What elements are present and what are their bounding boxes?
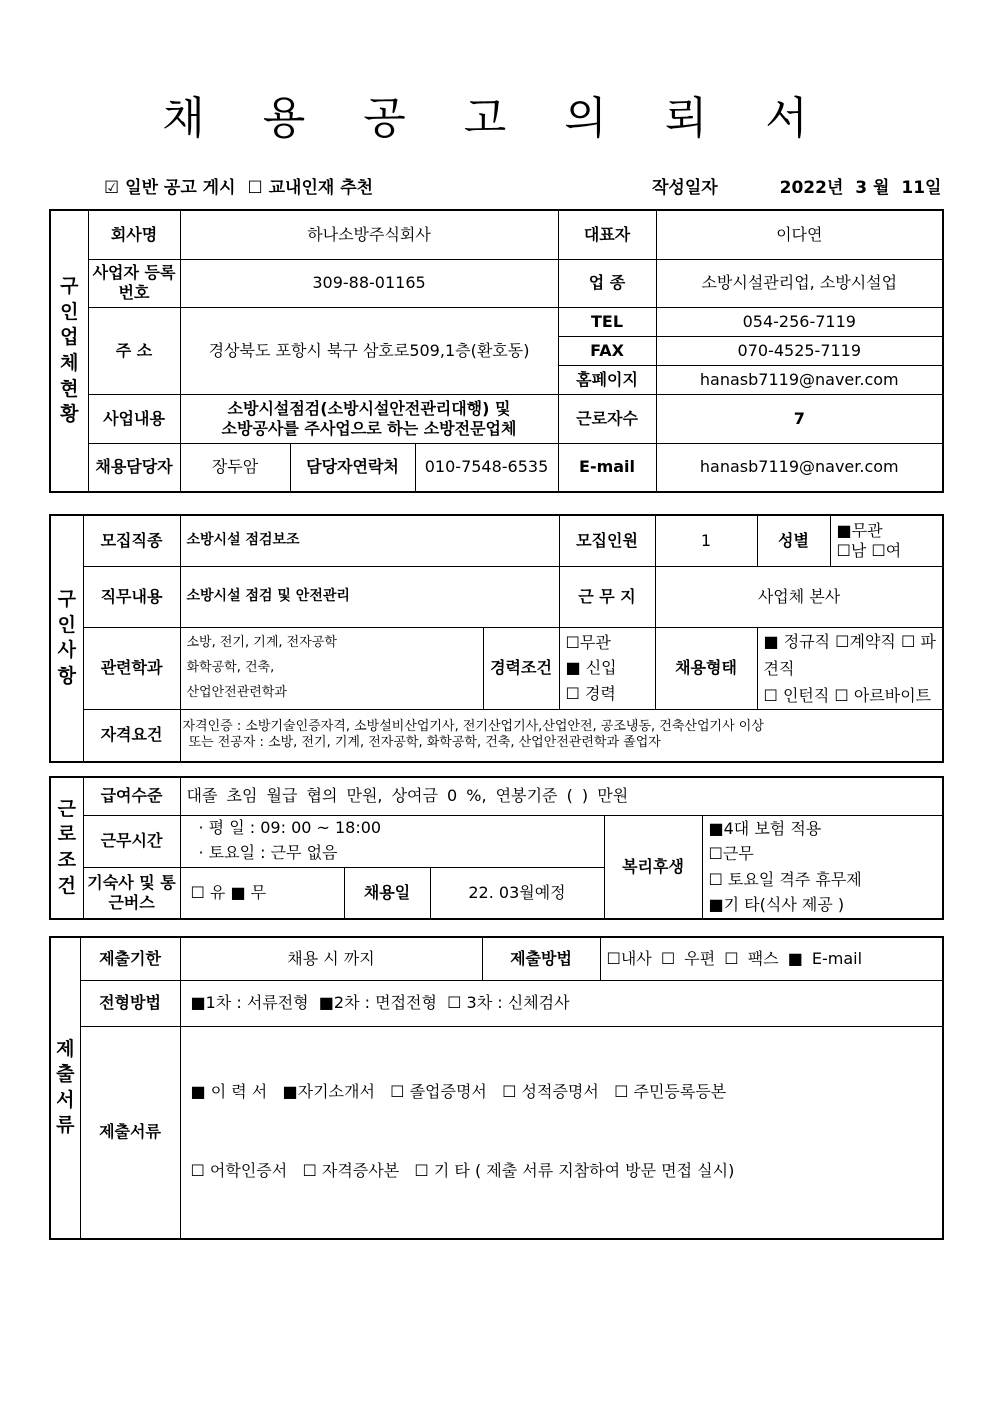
fax-label: FAX [558,336,656,365]
business-description [180,394,558,443]
company-section-label: 구 인 업 체 현 황 [50,210,88,492]
hours-saturday: · 토요일 : 근무 없음 [198,843,338,862]
job-type-label: 모집직종 [83,515,180,566]
manager: 장두암 [180,443,290,492]
hours-label: 근무시간 [83,815,180,867]
date-month: 3 월 [855,178,890,198]
count: 1 [655,515,757,566]
school-recommend-checkbox[interactable]: ☐ 교내인재 추천 [247,178,374,198]
manager-label: 채용담당자 [88,443,180,492]
contact-label: 담당자연락처 [290,443,415,492]
email[interactable]: hanasb7119@naver.com [656,443,943,492]
docs [180,1026,943,1239]
industry: 소방시설관리업, 소방시설업 [656,259,943,307]
workers-label: 근로자수 [558,394,656,443]
address-label: 주 소 [88,307,180,394]
contact: 010-7548-6535 [415,443,558,492]
company-name: 하나소방주식회사 [180,210,558,259]
dorm-label: 기숙사 및 통근버스 [83,867,180,919]
workers: 7 [656,394,943,443]
method[interactable]: ☐내사 ☐ 우편 ☐ 팩스 ■ E-mail [600,937,943,980]
hire-date: 22. 03월예정 [430,867,604,919]
career-any[interactable]: ☐무관 [565,632,611,652]
gender-male-female[interactable]: ☐남 ☐여 [836,540,902,560]
date-year: 2022년 [779,178,844,198]
duty: 소방시설 점검 및 안전관리 [180,566,559,627]
submit-table [49,936,944,1240]
qualification [180,710,943,762]
salary-label: 급여수준 [83,777,180,815]
salary: 대졸 초임 월급 협의 만원, 상여금 0 %, 연봉기준 ( ) 만원 [180,777,943,815]
location: 사업체 본사 [655,566,943,627]
process: ■1차 : 서류전형 ■2차 : 면접전형 ☐ 3차 : 신체검사 [180,980,943,1026]
welfare-label: 복리후생 [604,815,702,919]
hire-date-label: 채용일 [344,867,430,919]
method-label: 제출방법 [482,937,600,980]
docs-line-1[interactable]: ■ 이 력 서 ■자기소개서 ☐ 졸업증명서 ☐ 성적증명서 ☐ 주민등록등본 [190,1082,727,1102]
general-posting-checkbox[interactable]: ☑ 일반 공고 게시 [104,178,236,198]
employ-line-2[interactable]: ☐ 인턴직 ☐ 아르바이트 [763,685,932,705]
industry-label: 업 종 [558,259,656,307]
qualification-line-2: 또는 전공자 : 소방, 전기, 기계, 전자공학, 화학공학, 건축, 산업안전관련학과 졸업자 [188,735,661,751]
company-name-label: 회사명 [88,210,180,259]
hours-weekday: · 평 일 : 09: 00 ~ 18:00 [198,818,382,838]
ceo-label: 대표자 [558,210,656,259]
written-date [652,173,947,198]
date-label: 작성일자 [652,178,718,198]
business-line-1: 소방시설점검(소방시설안전관리대행) 및 [227,398,511,418]
welfare-other[interactable]: ■기 타(식사 제공 ) [708,895,845,915]
company-table [49,209,944,493]
career-experienced[interactable]: ☐ 경력 [565,684,616,704]
employ-line-1[interactable]: ■ 정규직 ☐계약직 ☐ 파견직 [763,631,936,678]
job-table [49,514,944,763]
fax: 070-4525-7119 [656,336,943,365]
tel-label: TEL [558,307,656,336]
process-label: 전형방법 [80,980,180,1026]
address: 경상북도 포항시 북구 삼호로509,1층(환호동) [180,307,558,394]
job-type: 소방시설 점검보조 [180,515,559,566]
date-day: 11일 [901,178,942,198]
docs-label: 제출서류 [80,1026,180,1239]
regno: 309-88-01165 [180,259,558,307]
submit-section-label: 제 출 서 류 [50,937,80,1239]
major-label: 관련학과 [83,627,180,710]
posting-options [104,173,379,198]
gender [830,515,943,566]
career-label: 경력조건 [483,627,559,710]
employ-label: 채용형태 [655,627,757,710]
welfare-work[interactable]: ☐근무 [708,844,754,864]
regno-label: 사업자 등록번호 [88,259,180,307]
employ-type [757,627,943,710]
qualification-label: 자격요건 [83,710,180,762]
email-label: E-mail [558,443,656,492]
major [180,627,483,710]
gender-label: 성별 [757,515,830,566]
hours [180,815,604,867]
deadline: 채용 시 까지 [180,937,482,980]
count-label: 모집인원 [559,515,655,566]
homepage-label: 홈페이지 [558,365,656,394]
deadline-label: 제출기한 [80,937,180,980]
docs-line-2[interactable]: ☐ 어학인증서 ☐ 자격증사본 ☐ 기 타 ( 제출 서류 지참하여 방문 면접 실시) [190,1161,735,1181]
location-label: 근 무 지 [559,566,655,627]
homepage[interactable]: hanasb7119@naver.com [656,365,943,394]
major-line-3: 산업안전관련학과 [186,684,287,700]
page-title: 채 용 공 고 의 뢰 서 [162,93,830,144]
tel: 054-256-7119 [656,307,943,336]
conditions-table [49,776,944,920]
business-line-2: 소방공사를 주사업으로 하는 소방전문업체 [221,418,517,438]
qualification-line-1: 자격인증 : 소방기술인증자격, 소방설비산업기사, 전기산업기사,산업안전, 공조냉동, 건축산업기사 이상 [182,719,764,735]
ceo: 이다연 [656,210,943,259]
job-section-label: 구 인 사 항 [50,515,83,762]
conditions-section-label: 근 로 조 건 [50,777,83,919]
career [559,627,655,710]
major-line-2: 화학공학, 건축, [186,659,275,675]
dorm[interactable]: ☐ 유 ■ 무 [180,867,344,919]
business-label: 사업내용 [88,394,180,443]
welfare-saturday-off[interactable]: ☐ 토요일 격주 휴무제 [708,869,862,889]
major-line-1: 소방, 전기, 기계, 전자공학 [186,635,337,651]
welfare [702,815,943,919]
gender-any[interactable]: ■무관 [836,520,883,540]
career-new[interactable]: ■ 신입 [565,658,617,678]
duty-label: 직무내용 [83,566,180,627]
welfare-insurance[interactable]: ■4대 보험 적용 [708,818,822,838]
